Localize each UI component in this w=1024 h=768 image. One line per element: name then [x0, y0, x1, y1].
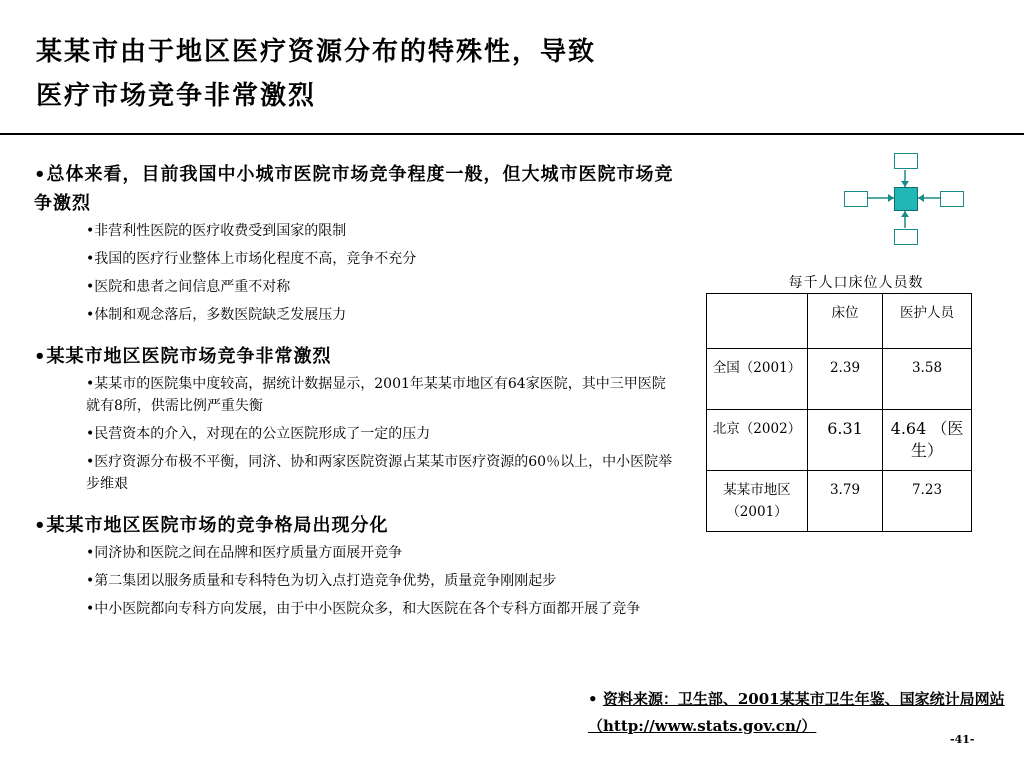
- source-bullet: •: [588, 690, 598, 708]
- region-cell: 北京（2002）: [707, 410, 808, 471]
- list-item: •我国的医疗行业整体上市场化程度不高，竞争不充分: [86, 251, 417, 267]
- region-cell: 某某市地区（2001）: [707, 471, 808, 532]
- beds-per-thousand-table: [706, 293, 972, 532]
- region-cell: 全国（2001）: [707, 349, 808, 410]
- header-cell: 医护人员: [883, 294, 972, 349]
- hub-diagram-icon: [840, 150, 970, 250]
- bottom-node: [894, 229, 918, 245]
- header-cell: 床位: [808, 294, 883, 349]
- list-item: •非营利性医院的医疗收费受到国家的限制: [86, 223, 347, 239]
- list-item: •中小医院都向专科方向发展，由于中小医院众多，和大医院在各个专科方面都开展了竞争: [86, 601, 641, 617]
- list-item: •医院和患者之间信息严重不对称: [86, 279, 291, 295]
- source-note: [588, 686, 1008, 740]
- right-node: [940, 191, 964, 207]
- beds-cell: 3.79: [808, 471, 883, 532]
- list-item: •医疗资源分布极不平衡，同济、协和两家医院资源占某某市医疗资源的60％以上，中小医院举步维艰: [86, 454, 673, 492]
- source-text: 资料来源：卫生部、2001某某市卫生年鉴、国家统计局网站（http://www.stats.gov.cn/）: [588, 690, 1005, 735]
- beds-cell: 2.39: [808, 349, 883, 410]
- title-divider: [0, 133, 1024, 135]
- header-cell: [707, 294, 808, 349]
- top-node: [894, 153, 918, 169]
- table-caption: 每千人口床位人员数: [788, 275, 924, 291]
- staff-cell: 7.23: [883, 471, 972, 532]
- section-heading: •某某市地区医院市场的竞争格局出现分化: [34, 515, 389, 536]
- beds-cell: 6.31: [808, 410, 883, 471]
- title-line-1: 某某市由于地区医疗资源分布的特殊性，导致: [36, 37, 597, 67]
- title-line-2: 医疗市场竞争非常激烈: [36, 81, 317, 111]
- list-item: •第二集团以服务质量和专科特色为切入点打造竞争优势，质量竞争刚刚起步: [86, 573, 557, 589]
- section-heading: •总体来看，目前我国中小城市医院市场竞争程度一般，但大城市医院市场竞争激烈: [34, 164, 674, 214]
- page-number: -41-: [950, 733, 975, 746]
- section-heading: •某某市地区医院市场竞争非常激烈: [34, 346, 332, 367]
- page-title: [36, 30, 796, 118]
- left-node: [844, 191, 868, 207]
- table-row: [707, 471, 972, 532]
- table-header-row: [707, 294, 972, 349]
- table-row: [707, 410, 972, 471]
- table-row: [707, 349, 972, 410]
- center-node: [894, 187, 918, 211]
- bullet-list: [34, 542, 856, 620]
- list-item: •民营资本的介入，对现在的公立医院形成了一定的压力: [86, 426, 431, 442]
- list-item: •某某市的医院集中度较高，据统计数据显示，2001年某某市地区有64家医院，其中三甲医院就有8所，供需比例严重失衡: [86, 376, 666, 414]
- list-item: •同济协和医院之间在品牌和医疗质量方面展开竞争: [86, 545, 403, 561]
- staff-cell: 3.58: [883, 349, 972, 410]
- staff-cell: 4.64 （医生）: [883, 410, 972, 471]
- bullet-list: [34, 373, 676, 495]
- list-item: •体制和观念落后，多数医院缺乏发展压力: [86, 307, 347, 323]
